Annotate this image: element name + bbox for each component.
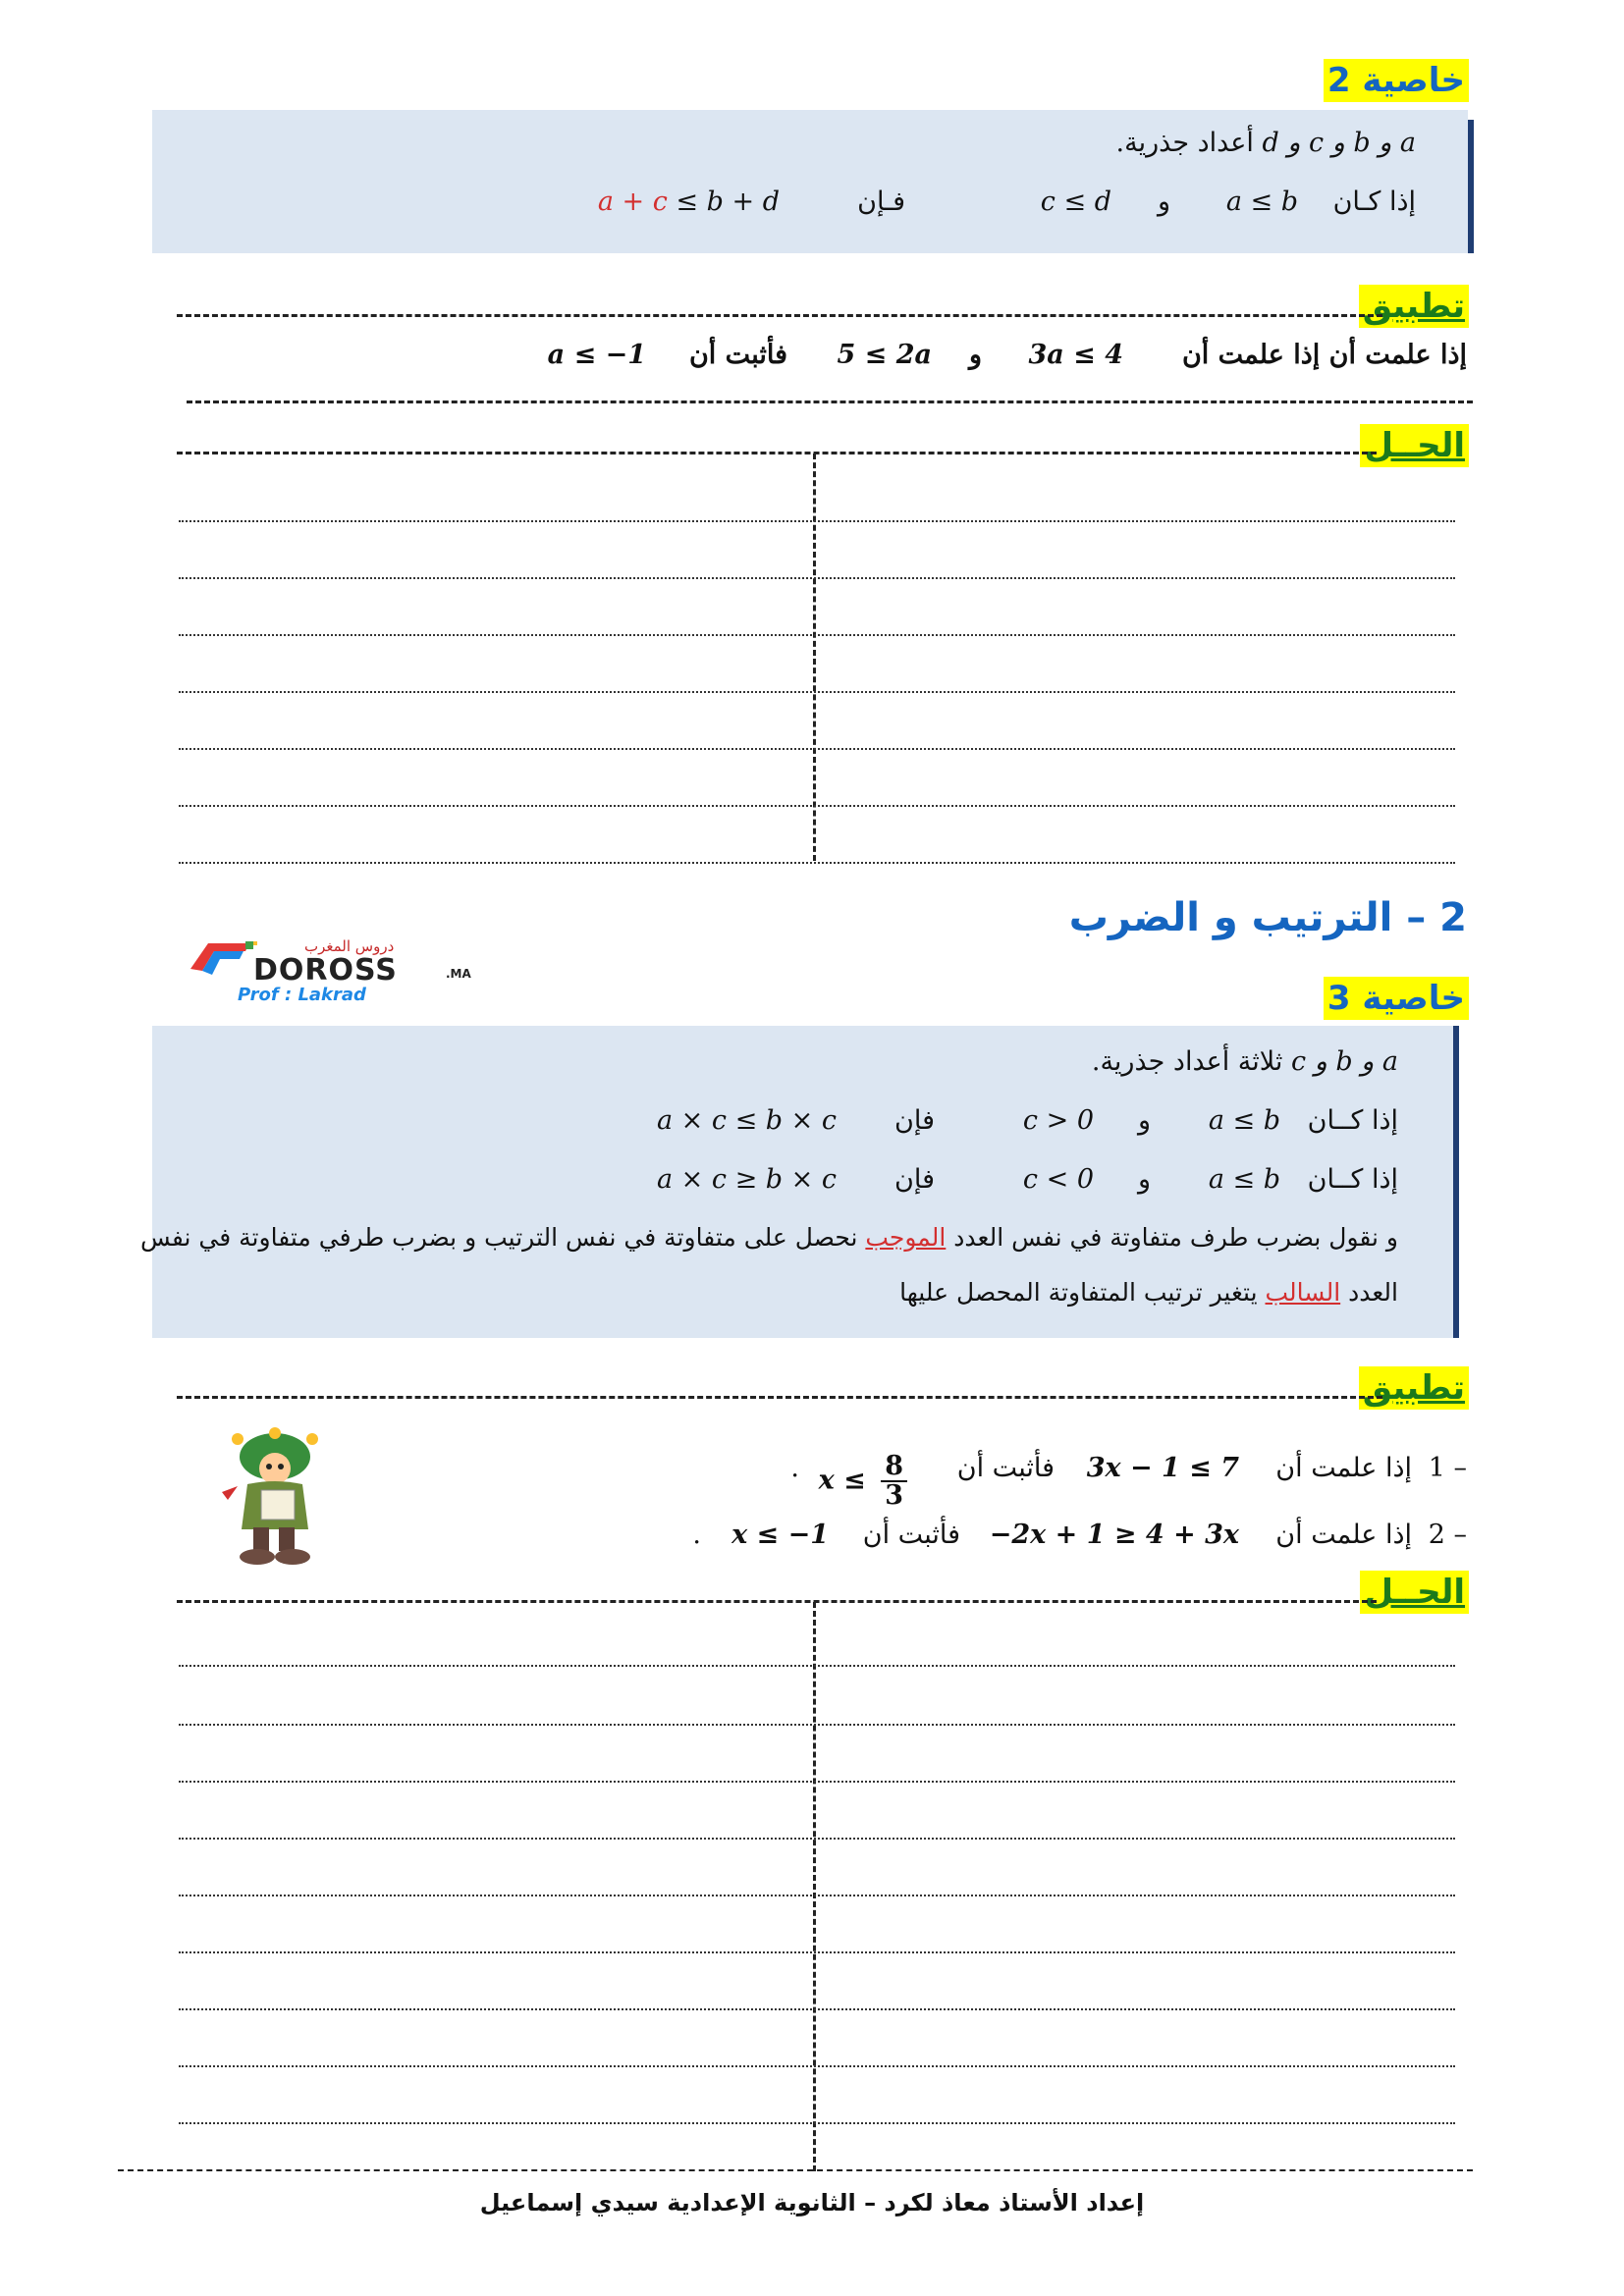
property-3-row-a-result: a × c ≤ b × c — [657, 1105, 837, 1136]
doross-logo-icon — [189, 939, 257, 979]
solution-2-title: الحــل — [1360, 1571, 1469, 1614]
footer-text: إعداد الأستاذ معاذ لكرد – الثانوية الإعدادية سيدي إسماعيل — [479, 2189, 1145, 2216]
question-2-end: . — [692, 1520, 701, 1550]
doross-logo-suffix: .MA — [446, 967, 471, 981]
property-3-say-positive: الموجب — [865, 1223, 947, 1252]
solution-1-dotline — [179, 805, 1455, 807]
solution-1-dotline — [179, 691, 1455, 693]
solution-1-dotline — [179, 748, 1455, 750]
property-2-line-1 — [1116, 128, 1416, 158]
property-3-say-part-2: نحصل على متفاوتة في نفس الترتيب و بضرب طرفي متفاوتة في نفس — [140, 1223, 858, 1252]
solution-1-dotline — [179, 520, 1455, 522]
footer-rule — [118, 2169, 1473, 2171]
solution-2-dotline — [179, 1724, 1455, 1726]
property-3-row-a-cond-2: c > 0 — [1022, 1105, 1094, 1136]
property-3-vars-text: ثلاثة أعداد جذرية. — [1091, 1046, 1283, 1077]
property-3-row-b-result: a × c ≥ b × c — [657, 1164, 837, 1195]
solution-2-rule — [177, 1600, 1377, 1603]
application-1-goal: a ≤ −1 — [547, 340, 646, 370]
question-2-prove: فأثبت أن — [862, 1520, 960, 1550]
application-2-title: تطبيق — [1359, 1366, 1469, 1410]
property-2-line-2 — [316, 187, 1416, 230]
question-1-fraction-num: 8 — [881, 1453, 907, 1482]
property-2-cond-1: a ≤ b — [1225, 187, 1298, 217]
application-2-question-2 — [485, 1520, 1467, 1563]
solution-2-dotline — [179, 1895, 1455, 1896]
solution-1-rule — [177, 452, 1377, 454]
property-3-row-a-cond-1: a ≤ b — [1208, 1105, 1280, 1136]
doross-logo-brand: DOROSS — [253, 953, 398, 988]
property-2-vars: a و b و c و d — [1262, 128, 1416, 158]
application-1-text: إذا علمت أن إذا علمت أن — [1181, 340, 1467, 370]
property-3-box-bar — [1453, 1026, 1459, 1338]
solution-2-dotline — [179, 2122, 1455, 2124]
question-1-fraction — [881, 1453, 907, 1510]
solution-1-divider — [813, 454, 816, 861]
application-1-bottom-rule — [187, 400, 1473, 403]
solution-1-dotline — [179, 862, 1455, 864]
question-1-fraction-den: 3 — [885, 1480, 903, 1511]
property-2-if: إذا كـان — [1332, 187, 1416, 217]
property-3-row-a — [318, 1105, 1398, 1148]
property-2-and: و — [1157, 187, 1170, 217]
application-2-question-1 — [485, 1433, 1467, 1512]
question-1-end: . — [790, 1453, 799, 1483]
property-3-row-b-then: فإن — [894, 1164, 935, 1195]
doross-logo-prof: Prof : Lakrad — [238, 985, 366, 1005]
solution-1-title: الحــل — [1360, 424, 1469, 467]
question-2-number: 2 – — [1428, 1520, 1467, 1550]
property-3-if: إذا كــان — [1307, 1105, 1398, 1136]
application-1-title: تطبيق — [1359, 285, 1469, 328]
solution-2-dotline — [179, 1838, 1455, 1840]
application-1-cond-2: 5 ≤ 2a — [837, 340, 932, 370]
question-2-condition: −2x + 1 ≥ 4 + 3x — [989, 1520, 1239, 1550]
solution-2-dotline — [179, 2065, 1455, 2067]
solution-2-dotline — [179, 2008, 1455, 2010]
solution-1-dotline — [179, 634, 1455, 636]
doross-logo-arabic: دروس المغرب — [304, 937, 395, 955]
solution-2-dotline — [179, 1951, 1455, 1953]
property-2-result: a + c ≤ b + d — [597, 187, 780, 217]
property-3-row-b-cond-1: a ≤ b — [1208, 1164, 1280, 1195]
property-2-cond-2: c ≤ d — [1040, 187, 1111, 217]
question-1-goal — [819, 1453, 907, 1510]
question-2-text: إذا علمت أن — [1275, 1520, 1412, 1550]
question-1-text: إذا علمت أن — [1275, 1453, 1412, 1483]
property-3-line-1 — [1092, 1046, 1398, 1077]
property-3-say-line-2-start: العدد — [1348, 1278, 1398, 1307]
property-3-row-a-then: فإن — [894, 1105, 935, 1136]
property-2-then: فـإن — [857, 187, 905, 217]
property-3-if-b: إذا كــان — [1307, 1164, 1398, 1195]
question-1-condition: 3x − 1 ≤ 7 — [1086, 1453, 1239, 1483]
property-3-say-part-1: و نقول بضرب طرف متفاوتة في نفس العدد — [953, 1223, 1398, 1252]
application-1-cond-1: 3a ≤ 4 — [1028, 340, 1123, 370]
character-image — [218, 1421, 334, 1567]
doross-logo — [189, 937, 493, 1008]
section-2-title: 2 – الترتيب و الضرب — [1068, 895, 1467, 940]
question-1-goal-lhs: x ≤ — [818, 1465, 866, 1496]
property-3-row-b-and: و — [1137, 1164, 1151, 1195]
property-2-title: خاصية 2 — [1324, 59, 1469, 102]
solution-2-dotline — [179, 1781, 1455, 1783]
property-2-box-bar — [1468, 120, 1474, 253]
application-1-statement — [190, 340, 1467, 383]
property-3-say-line-1 — [140, 1223, 1398, 1252]
property-2-vars-text: أعداد جذرية. — [1115, 128, 1254, 158]
question-2-goal: x ≤ −1 — [731, 1520, 829, 1550]
solution-2-dotline — [179, 1665, 1455, 1667]
property-3-say-negative: السالب — [1265, 1278, 1341, 1307]
character-illustration — [218, 1421, 334, 1567]
application-2-rule — [177, 1396, 1382, 1399]
property-3-vars: a و b و c — [1291, 1046, 1398, 1077]
application-1-rule — [177, 314, 1382, 317]
application-1-prove: فأثبت أن — [688, 340, 787, 370]
property-3-row-b — [318, 1164, 1398, 1207]
solution-1-dotline — [179, 577, 1455, 579]
property-3-row-b-cond-2: c < 0 — [1022, 1164, 1094, 1195]
application-1-and: و — [968, 340, 982, 370]
property-3-title: خاصية 3 — [1324, 977, 1469, 1020]
solution-2-divider — [813, 1602, 816, 2171]
question-1-prove: فأثبت أن — [956, 1453, 1055, 1483]
property-3-row-a-and: و — [1137, 1105, 1151, 1136]
question-1-number: 1 – — [1428, 1453, 1467, 1483]
property-3-say-line-2-end: يتغير ترتيب المتفاوتة المحصل عليها — [899, 1278, 1258, 1307]
property-3-say-line-2 — [899, 1278, 1398, 1307]
